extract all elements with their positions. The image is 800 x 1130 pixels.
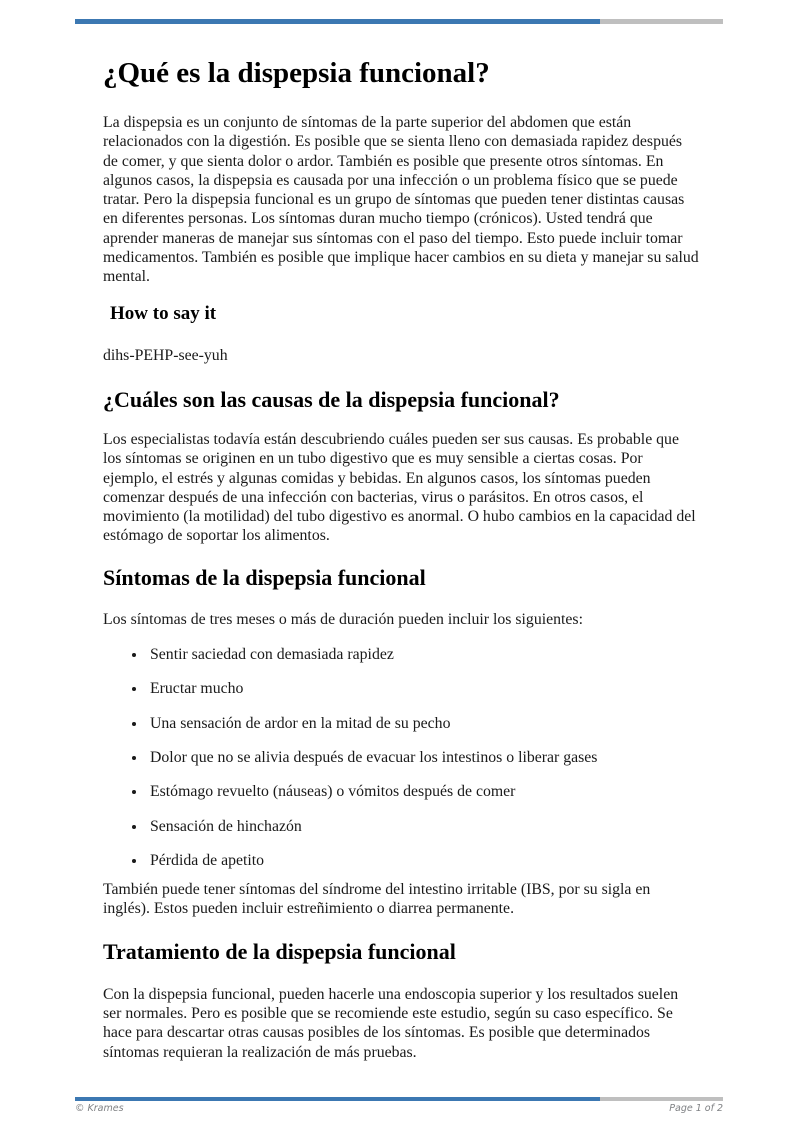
- symptom-item: • Pérdida de apetito: [147, 851, 699, 870]
- symptom-item: • Una sensación de ardor en la mitad de su pecho: [147, 714, 699, 733]
- symptoms-intro: Los síntomas de tres meses o más de duración pueden incluir los siguientes:: [103, 610, 583, 628]
- footer-accent-bar-blue-segment: [75, 1097, 600, 1101]
- pronunciation-text: dihs-PEHP-see-yuh: [103, 346, 228, 364]
- treatment-heading: Tratamiento de la dispepsia funcional: [103, 938, 456, 964]
- symptom-item: • Sensación de hinchazón: [147, 817, 699, 836]
- footer-accent-bar-gray-segment: [600, 1097, 723, 1101]
- treatment-paragraph: Con la dispepsia funcional, pueden hacerle una endoscopia superior y los resultados suelen ser normales. Pero es posible que se recomiende este estudio, según su caso específico. Se hace para descartar otras causas posibles de los síntomas. Es posible que determinados síntomas requieran la realización de más pruebas.: [103, 985, 679, 1061]
- how-to-say-heading: How to say it: [110, 302, 217, 324]
- causes-heading: ¿Cuáles son las causas de la dispepsia funcional?: [103, 386, 560, 412]
- document-body: [103, 57, 699, 1078]
- symptom-list: [103, 645, 699, 870]
- top-accent-bar-gray-segment: [600, 19, 723, 24]
- top-accent-bar: [75, 19, 723, 24]
- intro-paragraph: La dispepsia es un conjunto de síntomas de la parte superior del abdomen que están relacionados con la digestión. Es posible que se sienta lleno con demasiada rapidez después de comer, y que sienta dolor o ardor. También es posible que presente otros síntomas. En algunos casos, la dispepsia es causada por una infección o un problema físico que se puede tratar. Pero la dispepsia funcional es un grupo de síntomas que pueden tener distintas causas en diferentes personas. Los síntomas duran mucho tiempo (crónicos). Usted tendrá que aprender maneras de manejar sus síntomas con el paso del tiempo. Esto puede incluir tomar medicamentos. También es posible que implique hacer cambios en su dieta y manejar su salud mental.: [103, 114, 699, 286]
- page-footer: [75, 1103, 723, 1114]
- ibs-note-paragraph: También puede tener síntomas del síndrome del intestino irritable (IBS, por su sigla en inglés). Estos pueden incluir estreñimiento o diarrea permanente.: [103, 881, 651, 918]
- symptom-item: • Dolor que no se alivia después de evacuar los intestinos o liberar gases: [147, 748, 699, 767]
- symptom-item: • Estómago revuelto (náuseas) o vómitos después de comer: [147, 782, 699, 801]
- copyright-text: © Krames: [75, 1103, 124, 1114]
- footer-accent-bar: [75, 1097, 723, 1101]
- page-title: ¿Qué es la dispepsia funcional?: [103, 57, 490, 89]
- symptom-item: • Eructar mucho: [147, 679, 699, 698]
- symptom-item: • Sentir saciedad con demasiada rapidez: [147, 645, 699, 664]
- symptoms-heading: Síntomas de la dispepsia funcional: [103, 564, 426, 590]
- causes-paragraph: Los especialistas todavía están descubriendo cuáles pueden ser sus causas. Es probable que los síntomas se originen en un tubo digestivo que es muy sensible a ciertas cosas. Por ejemplo, el estrés y algunas comidas y bebidas. En algunos casos, los síntomas pueden comenzar después de una infección con bacterias, virus o parásitos. En otros casos, el movimiento (la motilidad) del tubo digestivo es anormal. O hubo cambios en la capacidad del estómago de soportar los alimentos.: [103, 430, 696, 545]
- page-number: Page 1 of 2: [669, 1103, 723, 1114]
- top-accent-bar-blue-segment: [75, 19, 600, 24]
